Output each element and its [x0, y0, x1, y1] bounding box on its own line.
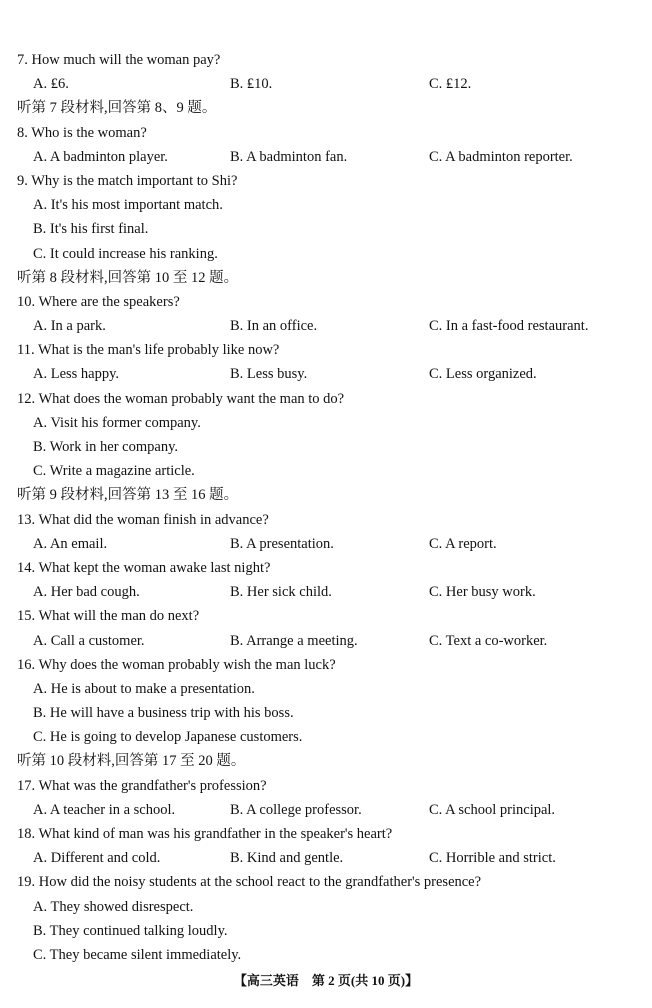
answer-option-c: C. Her busy work. — [429, 584, 536, 601]
answer-option-c: C. A school principal. — [429, 801, 556, 818]
answer-option-a: A. Call a customer. — [33, 632, 145, 649]
question-stem: 12. What does the woman probably want the man to do? — [17, 390, 345, 407]
answer-options-row — [17, 72, 637, 96]
answer-option: A. Visit his former company. — [33, 414, 201, 431]
question-stem: 10. Where are the speakers? — [17, 293, 180, 310]
answer-option-b: B. A presentation. — [230, 535, 334, 552]
question-stem: 11. What is the man's life probably like now? — [17, 342, 280, 359]
answer-option-c: C. A badminton reporter. — [429, 148, 573, 165]
answer-options-row — [17, 846, 637, 870]
answer-option: A. It's his most important match. — [33, 197, 223, 214]
exam-page-content — [17, 48, 637, 967]
answer-option-a: A. A teacher in a school. — [33, 801, 176, 818]
answer-option: B. They continued talking loudly. — [33, 922, 228, 939]
answer-option-a: A. In a park. — [33, 318, 106, 335]
question-stem: 8. Who is the woman? — [17, 124, 147, 141]
answer-option: C. Write a magazine article. — [33, 463, 195, 480]
answer-options-row — [17, 362, 637, 386]
answer-option-a: A. A badminton player. — [33, 148, 168, 165]
section-instruction: 听第 8 段材料,回答第 10 至 12 题。 — [17, 269, 239, 286]
answer-option: C. It could increase his ranking. — [33, 245, 218, 262]
answer-option: B. Work in her company. — [33, 439, 179, 455]
answer-option: B. He will have a business trip with his boss. — [33, 705, 294, 722]
answer-options-row — [17, 629, 637, 653]
question-stem: 16. Why does the woman probably wish the man luck? — [17, 656, 336, 673]
answer-option-c: C. Text a co-worker. — [429, 632, 548, 649]
answer-option-c: C. ₤12. — [429, 76, 472, 93]
answer-option-b: B. Arrange a meeting. — [230, 632, 358, 649]
answer-option-a: A. Different and cold. — [33, 850, 161, 867]
answer-option: B. It's his first final. — [33, 221, 149, 238]
answer-option: A. They showed disrespect. — [33, 898, 194, 915]
answer-options-row — [17, 580, 637, 604]
answer-option-b: B. A college professor. — [230, 801, 362, 818]
answer-option-b: B. Kind and gentle. — [230, 850, 344, 867]
question-stem: 14. What kept the woman awake last night? — [17, 559, 271, 576]
answer-options-row — [17, 314, 637, 338]
question-stem: 13. What did the woman finish in advance? — [17, 511, 269, 528]
question-stem: 9. Why is the match important to Shi? — [17, 172, 238, 189]
question-stem: 17. What was the grandfather's profession? — [17, 777, 267, 794]
answer-option-c: C. In a fast-food restaurant. — [429, 318, 589, 335]
answer-option-c: C. Horrible and strict. — [429, 850, 556, 867]
answer-option: C. They became silent immediately. — [33, 946, 242, 963]
answer-option-b: B. A badminton fan. — [230, 148, 348, 165]
answer-option-a: A. An email. — [33, 535, 108, 552]
answer-option-a: A. Less happy. — [33, 366, 120, 383]
question-stem: 19. How did the noisy students at the school react to the grandfather's presence? — [17, 874, 482, 891]
answer-option-b: B. Less busy. — [230, 366, 308, 383]
page-footer: 【高三英语 第 2 页(共 10 页)】 — [233, 973, 419, 988]
answer-option-b: B. In an office. — [230, 318, 318, 335]
answer-option-a: A. Her bad cough. — [33, 584, 140, 601]
answer-options-row — [17, 798, 637, 822]
answer-option-c: C. Less organized. — [429, 366, 537, 383]
section-instruction: 听第 9 段材料,回答第 13 至 16 题。 — [17, 487, 239, 504]
answer-options-row — [17, 532, 637, 556]
section-instruction: 听第 10 段材料,回答第 17 至 20 题。 — [17, 753, 246, 770]
question-stem: 18. What kind of man was his grandfather in the speaker's heart? — [17, 826, 393, 842]
answer-option: C. He is going to develop Japanese customers. — [33, 729, 303, 746]
question-stem: 7. How much will the woman pay? — [17, 52, 221, 68]
answer-option-b: B. Her sick child. — [230, 584, 332, 601]
question-stem: 15. What will the man do next? — [17, 608, 200, 625]
answer-option-b: B. ₤10. — [230, 76, 273, 93]
section-instruction: 听第 7 段材料,回答第 8、9 题。 — [17, 100, 217, 117]
answer-option-c: C. A report. — [429, 535, 497, 552]
answer-option-a: A. ₤6. — [33, 76, 69, 93]
answer-option: A. He is about to make a presentation. — [33, 680, 255, 697]
answer-options-row — [17, 145, 637, 169]
